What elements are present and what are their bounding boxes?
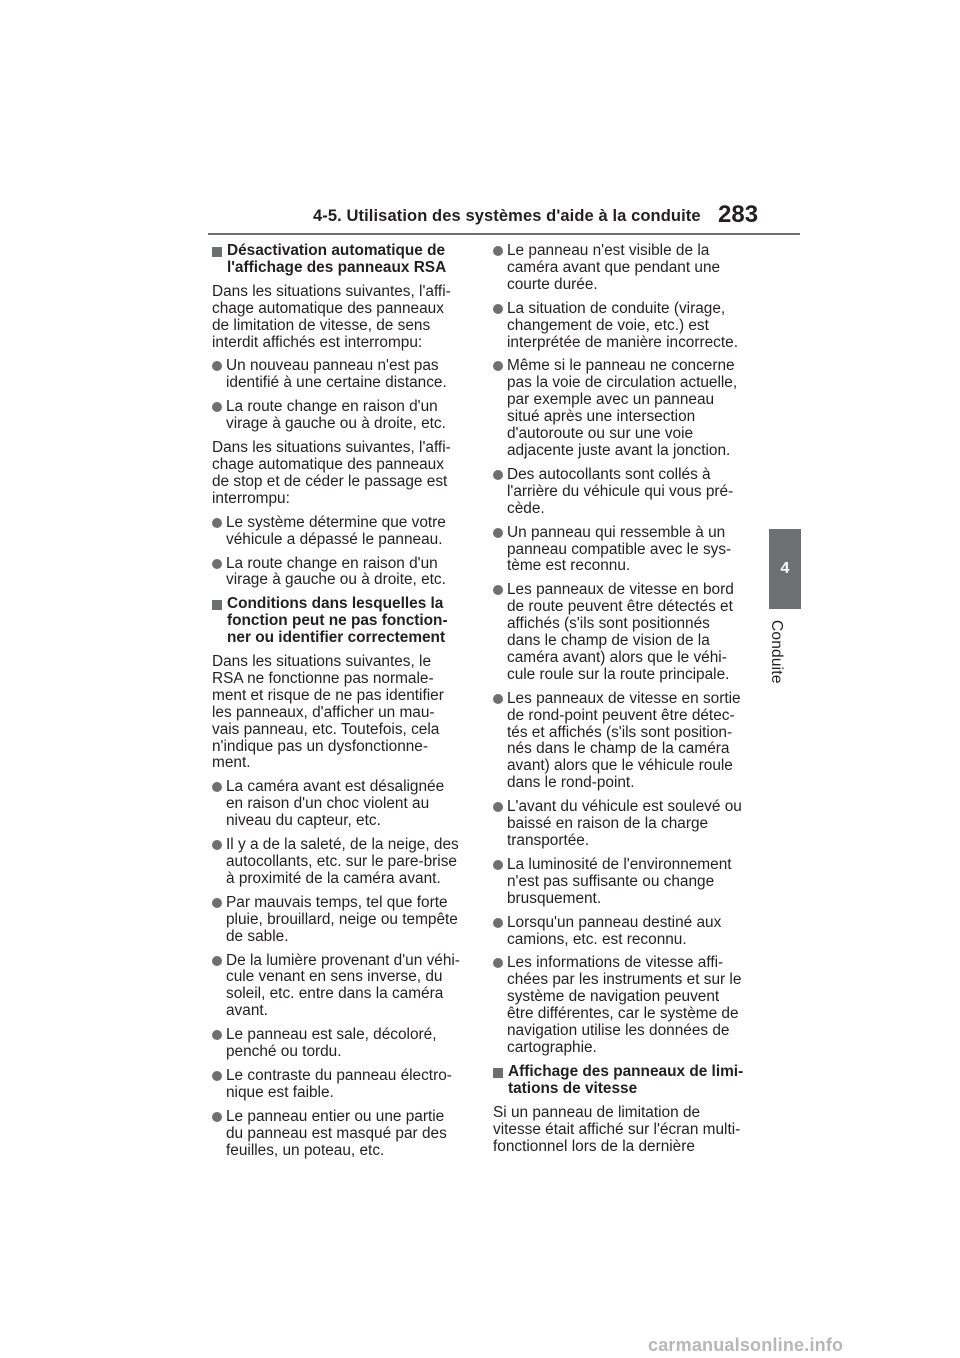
text-line: Le contraste du panneau électro- [226,1066,452,1084]
bullet-item [493,243,753,294]
text-line: nés dans le champ de la caméra [507,740,730,758]
text-line: de limitation de vitesse, de sens [212,316,431,334]
square-bullet-icon [212,247,222,257]
circle-bullet-icon [493,585,503,595]
header-divider [208,233,800,235]
text-line: du panneau est masqué par des [226,1124,447,1142]
text-line: Dans les situations suivantes, l'affi- [212,282,451,300]
circle-bullet-icon [212,1030,222,1040]
circle-bullet-icon [493,802,503,812]
circle-bullet-icon [212,1112,222,1122]
page-number: 283 [718,201,759,228]
text-line: de sable. [226,927,289,945]
section-heading [212,243,472,277]
text-line: changement de voie, etc.) est [507,316,709,334]
bullet-item [212,1068,472,1102]
text-line: De la lumière provenant d'un véhi- [226,951,460,969]
bullet-item [212,837,472,888]
circle-bullet-icon [212,518,222,528]
text-line: interdit affichés est interrompu: [212,333,423,351]
bullet-item [493,525,753,576]
text-line: Les panneaux de vitesse en bord [507,581,734,599]
text-line: Si un panneau de limitation de [493,1103,701,1121]
text-line: camions, etc. est reconnu. [507,930,687,948]
text-line: ner ou identifier correctement [227,629,446,647]
text-line: Affichage des panneaux de limi- [508,1062,744,1080]
text-line: ment. [212,754,251,772]
circle-bullet-icon [493,470,503,480]
page-header [0,0,960,240]
text-line: dans le rond-point. [507,774,635,792]
text-line: panneau compatible avec le sys- [507,540,732,558]
text-line: virage à gauche ou à droite, etc. [226,571,446,589]
paragraph [212,440,472,508]
square-bullet-icon [493,1068,503,1078]
text-line: Le système détermine que votre [226,513,446,531]
circle-bullet-icon [493,860,503,870]
text-line: être différentes, car le système de [507,1005,739,1023]
text-line: avant) alors que le véhicule roule [507,757,733,775]
text-line: véhicule a dépassé le panneau. [226,530,443,548]
circle-bullet-icon [212,559,222,569]
text-line: caméra avant) alors que le véhi- [507,648,727,666]
text-line: baissé en raison de la charge [507,815,709,833]
bullet-item [212,399,472,433]
text-line: Les informations de vitesse affi- [507,954,724,972]
text-line: courte durée. [507,275,598,293]
bullet-item [493,857,753,908]
circle-bullet-icon [212,782,222,792]
bullet-item [212,953,472,1021]
text-line: identifié à une certaine distance. [226,374,447,392]
text-line: Un panneau qui ressemble à un [507,523,726,541]
paragraph [212,654,472,772]
text-line: L'avant du véhicule est soulevé ou [507,798,742,816]
text-line: Dans les situations suivantes, l'affi- [212,439,451,457]
text-line: tème est reconnu. [507,557,631,575]
text-line: nique est faible. [226,1083,334,1101]
circle-bullet-icon [493,304,503,314]
text-line: Désactivation automatique de [227,242,446,259]
text-line: dans le champ de vision de la [507,632,710,650]
square-bullet-icon [212,600,222,610]
text-line: Dans les situations suivantes, le [212,653,432,671]
text-line: niveau du capteur, etc. [226,812,381,830]
circle-bullet-icon [493,528,503,538]
text-line: transportée. [507,832,590,849]
text-line: affichés (s'ils sont positionnés [507,615,710,633]
text-line: Le panneau est sale, décoloré, [226,1026,437,1044]
text-line: La caméra avant est désalignée [226,778,445,796]
text-line: interrompu: [212,489,290,507]
text-line: système de navigation peuvent [507,988,720,1006]
text-line: chage automatique des panneaux [212,299,444,317]
circle-bullet-icon [493,958,503,968]
bullet-item [493,582,753,683]
circle-bullet-icon [212,840,222,850]
circle-bullet-icon [493,361,503,371]
circle-bullet-icon [212,361,222,371]
text-line: cule roule sur la route principale. [507,665,730,683]
text-line: n'indique pas un dysfonctionne- [212,737,428,755]
text-line: Par mauvais temps, tel que forte [226,893,448,911]
paragraph [212,284,472,352]
text-line: tations de vitesse [508,1079,638,1097]
text-line: d'autoroute ou sur une voie [507,425,694,443]
text-line: chées par les instruments et sur le [507,971,742,989]
text-line: fonctionnel lors de la dernière [493,1137,695,1155]
circle-bullet-icon [212,402,222,412]
text-line: autocollants, etc. sur le pare-brise [226,853,457,870]
bullet-item [212,779,472,830]
chapter-number: 4 [780,560,790,577]
text-line: avant. [226,1002,268,1020]
text-line: tés et affichés (s'ils sont position- [507,723,733,741]
text-line: situé après une intersection [507,408,696,426]
text-line: Conditions dans lesquelles la [227,595,444,613]
text-line: virage à gauche ou à droite, etc. [226,415,446,433]
bullet-item [493,915,753,949]
section-heading [212,596,472,647]
bullet-item [212,1027,472,1061]
left-column [212,243,472,1167]
text-line: Des autocollants sont collés à [507,465,711,483]
text-line: par exemple avec un panneau [507,391,715,409]
text-line: Un nouveau panneau n'est pas [226,357,439,375]
text-line: vitesse était affiché sur l'écran multi- [493,1120,741,1138]
text-line: ment et risque de ne pas identifier [212,686,444,704]
text-line: l'affichage des panneaux RSA [227,258,447,276]
text-line: La luminosité de l'environnement [507,855,732,873]
chapter-label: Conduite [768,620,785,684]
text-line: penché ou tordu. [226,1043,342,1061]
bullet-item [493,358,753,459]
bullet-item [212,358,472,392]
circle-bullet-icon [212,898,222,908]
circle-bullet-icon [212,956,222,966]
text-line: chage automatique des panneaux [212,455,444,473]
bullet-item [493,301,753,352]
text-line: navigation utilise les données de [507,1022,730,1040]
text-line: à proximité de la caméra avant. [226,869,441,887]
right-column [493,243,753,1162]
bullet-item [493,691,753,792]
bullet-item [212,1109,472,1160]
text-line: interprétée de manière incorrecte. [507,333,738,351]
section-title: 4-5. Utilisation des systèmes d'aide à la conduite [313,207,701,225]
circle-bullet-icon [493,694,503,704]
bullet-item [493,467,753,518]
text-line: vais panneau, etc. Toutefois, cela [212,720,440,738]
bullet-item [493,955,753,1056]
bullet-item [212,895,472,946]
text-line: La route change en raison d'un [226,554,438,572]
bullet-item [212,515,472,549]
text-line: cartographie. [507,1038,597,1056]
chapter-tab[interactable] [769,529,801,609]
text-line: en raison d'un choc violent au [226,795,430,813]
circle-bullet-icon [212,1071,222,1081]
section-heading [493,1064,753,1098]
text-line: caméra avant que pendant une [507,258,721,276]
text-line: pluie, brouillard, neige ou tempête [226,910,458,928]
text-line: l'arrière du véhicule qui vous pré- [507,482,734,500]
text-line: de route peuvent être détectés et [507,598,733,616]
text-line: pas la voie de circulation actuelle, [507,374,738,392]
text-line: Même si le panneau ne concerne [507,357,735,375]
text-line: fonction peut ne pas fonction- [227,612,448,630]
text-line: Lorsqu'un panneau destiné aux [507,913,722,931]
circle-bullet-icon [493,246,503,256]
text-line: feuilles, un poteau, etc. [226,1141,385,1159]
text-line: RSA ne fonctionne pas normale- [212,669,434,687]
paragraph [493,1105,753,1156]
text-line: de stop et de céder le passage est [212,472,448,490]
text-line: Les panneaux de vitesse en sortie [507,689,741,707]
text-line: Il y a de la saleté, de la neige, des [226,836,459,854]
text-line: brusquement. [507,889,602,907]
text-line: cule venant en sens inverse, du [226,968,443,986]
text-line: cède. [507,499,545,517]
bullet-item [212,556,472,590]
text-line: de rond-point peuvent être détec- [507,706,735,724]
text-line: soleil, etc. entre dans la caméra [226,985,444,1003]
text-line: La route change en raison d'un [226,398,438,416]
watermark: carmanualsonline.info [648,1335,844,1355]
text-line: La situation de conduite (virage, [507,299,726,317]
circle-bullet-icon [493,918,503,928]
text-line: adjacente juste avant la jonction. [507,441,731,459]
text-line: les panneaux, d'afficher un mau- [212,703,435,721]
text-line: Le panneau n'est visible de la [507,242,710,259]
text-line: n'est pas suffisante ou change [507,872,715,890]
text-line: Le panneau entier ou une partie [226,1107,445,1125]
bullet-item [493,799,753,850]
